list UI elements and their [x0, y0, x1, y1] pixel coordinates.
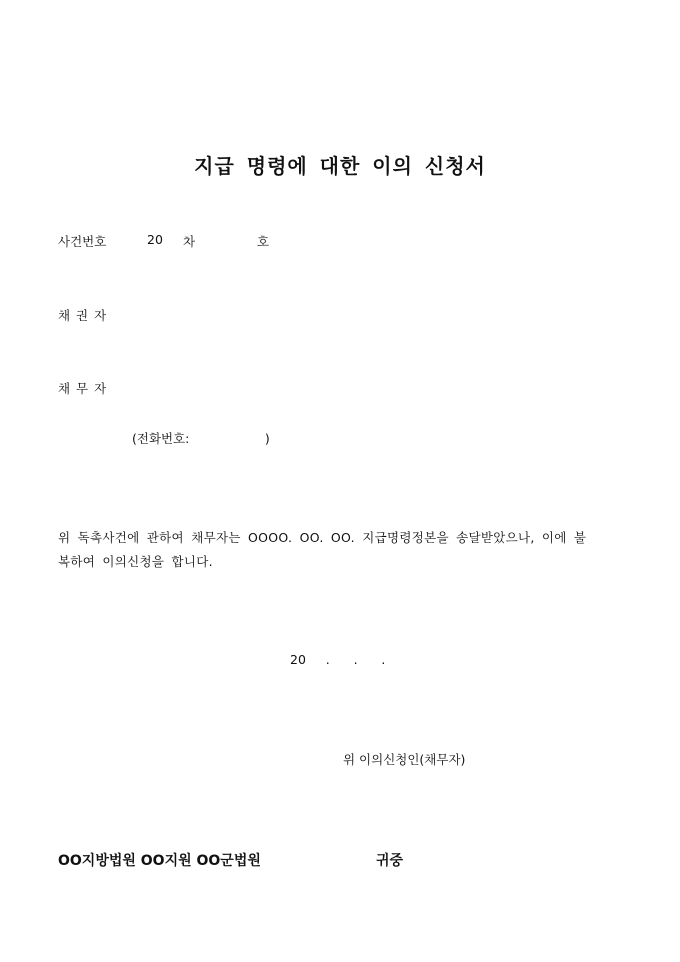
court-name: OO지방법원 OO지원 OO군법원 [58, 853, 261, 869]
addressee-honorific: 귀중 [376, 853, 404, 869]
phone-number-line: (전화번호: ) [132, 431, 270, 446]
body-text-line-1: 위 독촉사건에 관하여 채무자는 OOOO. OO. OO. 지급명령정본을 송달받았으나, 이에 불 [58, 530, 587, 545]
case-year-prefix: 20 [147, 232, 163, 247]
body-text-line-2: 복하여 이의신청을 합니다. [58, 554, 213, 569]
case-number-suffix: 호 [257, 234, 270, 249]
case-type: 차 [183, 234, 196, 249]
signer-line: 위 이의신청인(채무자) [343, 752, 466, 767]
date-line: 20 . . . [290, 652, 386, 667]
debtor-label: 채 무 자 [58, 381, 108, 396]
creditor-label: 채 권 자 [58, 308, 108, 323]
case-number-label: 사건번호 [58, 234, 107, 249]
document-title: 지급 명령에 대한 이의 신청서 [194, 154, 486, 178]
